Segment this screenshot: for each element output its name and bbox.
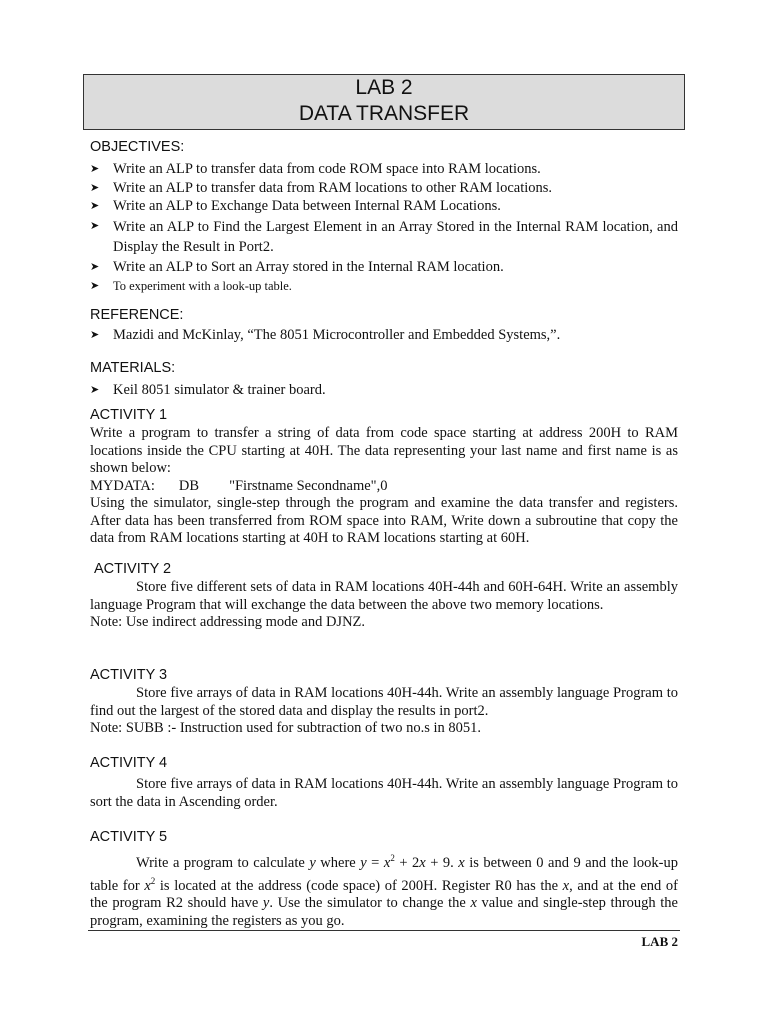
title-box (83, 74, 685, 130)
activity-2-paragraph: Store five different sets of data in RAM locations 40H-44h and 60H-64H. Write an assembly language Program that will exchange the data between the above two memory locations. (90, 579, 678, 613)
activity-1-paragraph: Write a program to transfer a string of data from code space starting at address 200H to RAM locations inside the CPU starting at 40H. The data representing your last name and first name is as shown below: (90, 425, 678, 476)
activity-3-text (90, 685, 678, 738)
materials-heading: MATERIALS: (90, 360, 176, 376)
activity-4-text (90, 776, 678, 811)
arrowhead-bullet-icon: ➤ (90, 180, 100, 194)
objectives-list (90, 160, 678, 296)
activity-3-paragraph: Store five arrays of data in RAM locations 40H-44h. Write an assembly language Program to find out the largest of the stored data and display the results in port2. (90, 685, 678, 719)
arrowhead-bullet-icon: ➤ (90, 279, 100, 292)
activity-4-paragraph: Store five arrays of data in RAM locations 40H-44h. Write an assembly language Program to sort the data in Ascending order. (90, 776, 678, 810)
objectives-heading: OBJECTIVES: (90, 139, 185, 155)
arrowhead-bullet-icon: ➤ (90, 162, 100, 175)
footer-divider (88, 930, 680, 931)
reference-list (90, 326, 678, 345)
activity-3-heading: ACTIVITY 3 (90, 667, 168, 683)
activity-4-heading: ACTIVITY 4 (90, 755, 168, 771)
activity-3-note: Note: SUBB :- Instruction used for subtraction of two no.s in 8051. (90, 720, 482, 736)
list-item: ➤ Write an ALP to Sort an Array stored in the Internal RAM location. (90, 258, 504, 275)
activity-1-paragraph-2: Using the simulator, single-step through the program and examine the data transfer and registers. After data has been transferred from ROM space into RAM, Write down a subroutine that copy the data from RAM locations starting at 40H to RAM locations starting at 60H. (90, 495, 678, 546)
code-line (90, 478, 678, 496)
lab-number: LAB 2 (355, 76, 413, 99)
arrowhead-bullet-icon: ➤ (90, 328, 100, 341)
code-label: MYDATA: (90, 477, 155, 494)
list-item: ➤ Write an ALP to transfer data from RAM locations to other RAM locations. (90, 179, 553, 196)
activity-1-text (90, 425, 678, 548)
list-item: ➤ Write an ALP to Exchange Data between Internal RAM Locations. (90, 198, 501, 214)
activity-2-text (90, 579, 678, 632)
list-item: ➤ Write an ALP to Find the Largest Element in an Array Stored in the Internal RAM location, and Display the Result in Port2. (90, 218, 678, 255)
arrowhead-bullet-icon: ➤ (90, 199, 100, 212)
lab-title: DATA TRANSFER (298, 102, 470, 125)
list-item: ➤ Keil 8051 simulator & trainer board. (90, 382, 326, 398)
activity-2-heading: ACTIVITY 2 (94, 561, 172, 577)
arrowhead-bullet-icon: ➤ (90, 259, 100, 273)
list-item: ➤ To experiment with a look-up table. (90, 277, 678, 296)
code-directive: DB (178, 477, 200, 494)
arrowhead-bullet-icon: ➤ (90, 218, 100, 232)
list-item: ➤ Write an ALP to transfer data from code ROM space into RAM locations. (90, 161, 541, 177)
activity-5-heading: ACTIVITY 5 (90, 829, 168, 845)
activity-1-heading: ACTIVITY 1 (90, 407, 168, 423)
arrowhead-bullet-icon: ➤ (90, 383, 100, 396)
list-item: ➤ Mazidi and McKinlay, “The 8051 Microcontroller and Embedded Systems,”. (90, 327, 561, 343)
code-string: "Firstname Secondname",0 (229, 477, 388, 494)
materials-list (90, 381, 678, 400)
activity-2-note: Note: Use indirect addressing mode and DJNZ. (90, 614, 366, 630)
reference-heading: REFERENCE: (90, 307, 184, 323)
activity-5-paragraph: Write a program to calculate y where $y = x^2 + 2x + 9$. x is between 0 and 9 and the look-up table for $x^2$ is located at the address (code space) of 200H. Register R0 has the x, and at the end of the program R2 should have y. Use the simulator to change the x value and single-step through the program, examining the registers as you go. (90, 853, 678, 930)
footer-lab-label: LAB 2 (641, 934, 678, 949)
